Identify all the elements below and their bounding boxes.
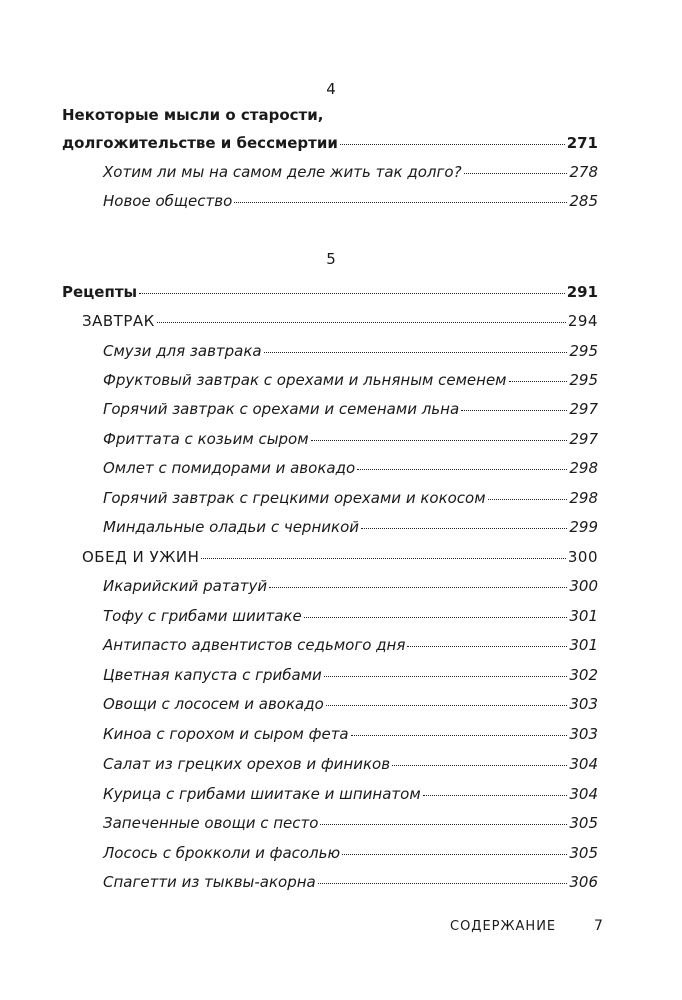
dot-leader (357, 469, 567, 470)
dot-leader (488, 499, 568, 500)
toc-page: 301 (569, 636, 598, 654)
toc-title: Рецепты (62, 283, 138, 301)
toc-page: 295 (569, 371, 598, 389)
toc-page: 271 (566, 134, 598, 152)
running-footer-title: СОДЕРЖАНИЕ (450, 919, 557, 934)
toc-title: Киноа с горохом и сыром фета (103, 725, 349, 743)
toc-page: 304 (569, 785, 598, 803)
toc-page: 300 (567, 548, 598, 566)
toc-page: 305 (569, 814, 598, 832)
toc-title: Лосось с брокколи и фасолью (103, 844, 341, 862)
dot-leader (201, 558, 566, 559)
toc-page: 298 (569, 489, 598, 507)
toc-title: Спагетти из тыквы-акорна (103, 873, 316, 891)
toc-title: Икарийский рататуй (103, 577, 268, 595)
dot-leader (342, 854, 567, 855)
toc-entry[interactable] (103, 576, 598, 596)
dot-leader (509, 381, 568, 382)
dot-leader (234, 202, 567, 203)
toc-chapter-heading[interactable] (62, 282, 598, 302)
toc-title: Миндальные оладьи с черникой (103, 518, 359, 536)
toc-entry[interactable] (103, 694, 598, 714)
toc-page: 294 (567, 312, 598, 330)
toc-page: 291 (566, 283, 598, 301)
toc-title: Курица с грибами шиитаке и шпинатом (103, 785, 421, 803)
dot-leader (269, 587, 567, 588)
dot-leader (361, 528, 567, 529)
toc-title: Цветная капуста с грибами (103, 666, 322, 684)
toc-entry[interactable] (103, 606, 598, 626)
dot-leader (139, 293, 565, 294)
dot-leader (326, 705, 568, 706)
toc-chapter-heading[interactable] (62, 133, 598, 153)
toc-title: Омлет с помидорами и авокадо (103, 459, 356, 477)
dot-leader (464, 173, 568, 174)
toc-entry[interactable] (103, 162, 598, 182)
toc-page: 297 (569, 400, 598, 418)
toc-title: Фруктовый завтрак с орехами и льняным семенем (103, 371, 507, 389)
toc-page: 285 (569, 192, 598, 210)
dot-leader (320, 824, 567, 825)
toc-title: Антипасто адвентистов седьмого дня (103, 636, 406, 654)
toc-page: 306 (569, 873, 598, 891)
dot-leader (340, 144, 565, 145)
toc-entry[interactable] (103, 813, 598, 833)
toc-title: Салат из грецких орехов и фиников (103, 755, 391, 773)
toc-entry[interactable] (103, 488, 598, 508)
toc-page: 297 (569, 430, 598, 448)
toc-title: ЗАВТРАК (82, 312, 155, 330)
toc-entry[interactable] (103, 341, 598, 361)
toc-entry[interactable] (103, 754, 598, 774)
toc-entry[interactable] (103, 784, 598, 804)
toc-title: Горячий завтрак с грецкими орехами и кокосом (103, 489, 486, 507)
toc-page: 301 (569, 607, 598, 625)
toc-entry[interactable] (103, 458, 598, 478)
dot-leader (318, 883, 568, 884)
dot-leader (311, 440, 568, 441)
toc-entry[interactable] (103, 191, 598, 211)
toc-page: 299 (569, 518, 598, 536)
toc-page: 302 (569, 666, 598, 684)
toc-title: Тофу с грибами шиитаке (103, 607, 302, 625)
toc-entry[interactable] (103, 665, 598, 685)
toc-page: 300 (569, 577, 598, 595)
dot-leader (324, 676, 568, 677)
toc-entry[interactable] (103, 370, 598, 390)
toc-page: 304 (569, 755, 598, 773)
toc-title: Новое общество (103, 192, 233, 210)
chapter-heading-line1: Некоторые мысли о старости, (62, 106, 324, 124)
toc-title: Запеченные овощи с песто (103, 814, 319, 832)
chapter-number: 4 (326, 80, 336, 98)
toc-entry[interactable] (103, 517, 598, 537)
toc-page: 278 (569, 163, 598, 181)
toc-title: Хотим ли мы на самом деле жить так долго? (103, 163, 462, 181)
toc-page: 298 (569, 459, 598, 477)
toc-page: 303 (569, 695, 598, 713)
dot-leader (407, 646, 567, 647)
toc-title: Фриттата с козьим сыром (103, 430, 309, 448)
toc-title: Горячий завтрак с орехами и семенами льна (103, 400, 460, 418)
toc-title: Смузи для завтрака (103, 342, 262, 360)
toc-entry[interactable] (103, 872, 598, 892)
toc-section[interactable] (82, 547, 598, 567)
chapter-number: 5 (326, 250, 336, 268)
toc-title: долгожительстве и бессмертии (62, 134, 338, 152)
page-number: 7 (594, 918, 603, 934)
toc-entry[interactable] (103, 724, 598, 744)
dot-leader (304, 617, 568, 618)
toc-page: 295 (569, 342, 598, 360)
toc-section[interactable] (82, 311, 598, 331)
toc-entry[interactable] (103, 429, 598, 449)
toc-entry[interactable] (103, 843, 598, 863)
toc-title: ОБЕД И УЖИН (82, 548, 200, 566)
toc-entry[interactable] (103, 399, 598, 419)
dot-leader (264, 352, 568, 353)
toc-entry[interactable] (103, 635, 598, 655)
dot-leader (157, 322, 566, 323)
toc-page: 305 (569, 844, 598, 862)
dot-leader (392, 765, 567, 766)
dot-leader (423, 795, 568, 796)
dot-leader (461, 410, 567, 411)
toc-title: Овощи с лососем и авокадо (103, 695, 324, 713)
dot-leader (351, 735, 568, 736)
toc-page: 303 (569, 725, 598, 743)
